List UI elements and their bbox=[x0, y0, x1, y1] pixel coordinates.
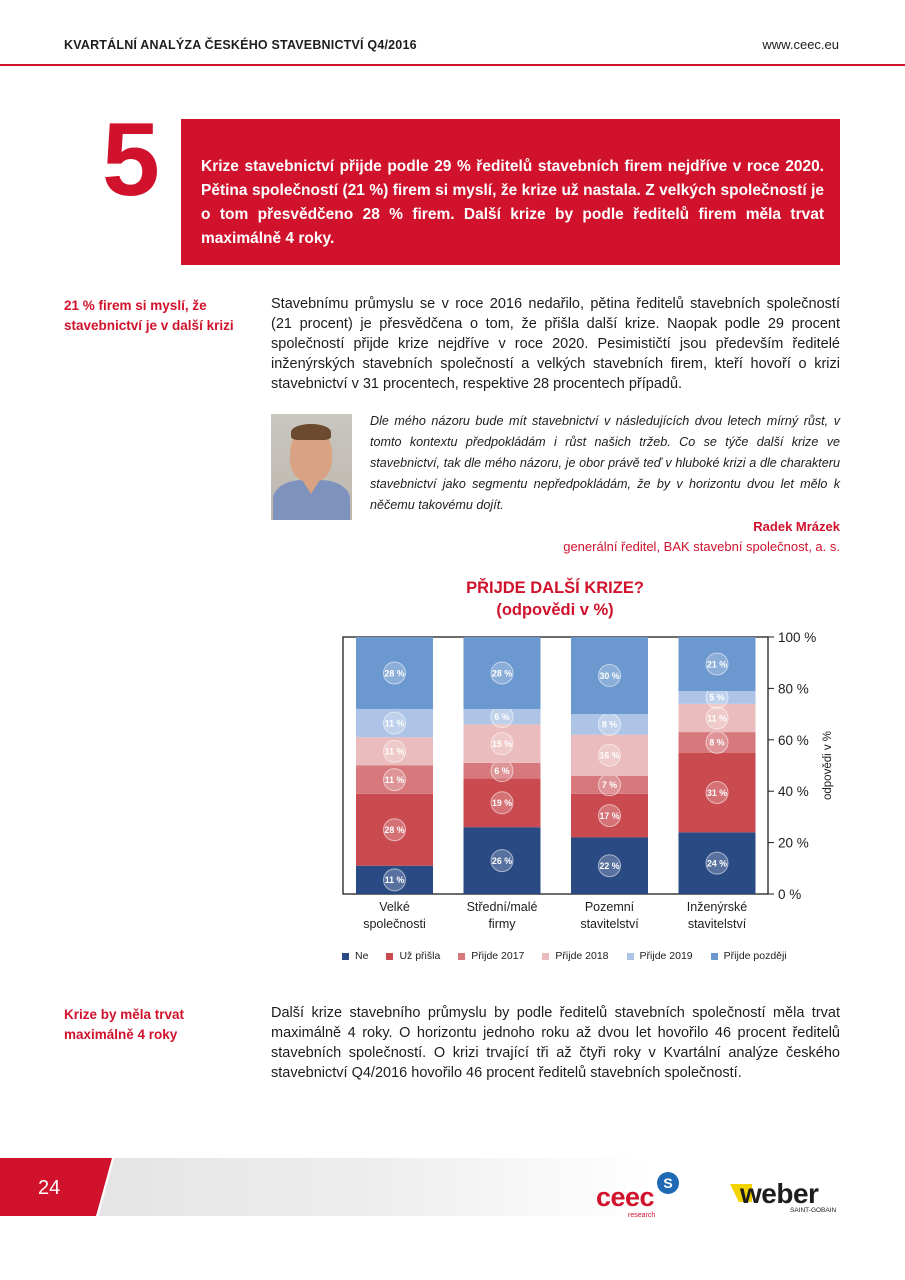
x-tick-label: stavitelství bbox=[687, 917, 747, 931]
data-label: 8 % bbox=[601, 719, 618, 730]
data-label: 11 % bbox=[707, 713, 727, 724]
section1-body: Stavebnímu průmyslu se v roce 2016 nedařilo, pětina ředitelů stavebních společností (21 procent) je přesvědčena o tom, že přišla další krize. Naopak podle 29 procent společností přijde krize nejdříve v roce 2020. Pesimističtí jsou především ředitelé inženýrských stavebních společností a velkých stavebních firem, kteří hovoří o krizi stavebnictví v 31 procentech, respektive 28 procentech případů. bbox=[271, 296, 840, 392]
data-label: 11 % bbox=[384, 718, 405, 729]
ceec-logo-subtext: research bbox=[628, 1212, 656, 1219]
data-label: 16 % bbox=[599, 750, 620, 761]
weber-logo-text: weber bbox=[740, 1178, 819, 1209]
legend-swatch bbox=[342, 953, 349, 960]
legend-label: Už přišla bbox=[399, 950, 441, 962]
data-label: 30 % bbox=[599, 670, 620, 681]
legend-item bbox=[386, 950, 440, 962]
chart-subtitle: (odpovědi v %) bbox=[496, 601, 614, 619]
legend-swatch bbox=[627, 953, 634, 960]
data-label: 31 % bbox=[706, 787, 728, 798]
legend-swatch bbox=[542, 953, 549, 960]
header-title: KVARTÁLNÍ ANALÝZA ČESKÉHO STAVEBNICTVÍ Q4/2016 bbox=[64, 38, 417, 52]
quote-author: Radek Mrázek bbox=[753, 519, 840, 534]
chart-legend bbox=[342, 950, 805, 962]
ceec-logo-text: ceec bbox=[596, 1182, 655, 1212]
ceec-logo bbox=[596, 1172, 686, 1218]
data-label: 24 % bbox=[706, 858, 728, 869]
legend-item bbox=[458, 950, 524, 962]
data-label: 11 % bbox=[384, 875, 405, 886]
data-label: 21 % bbox=[706, 659, 728, 670]
legend-item bbox=[342, 950, 368, 962]
data-label: 28 % bbox=[491, 668, 513, 679]
highlight-text: Krize stavebnictví přijde podle 29 % ředitelů stavebních firem nejdříve v roce 2020. Pětina společností (21 %) firem si myslí, že krize už nastala. Z velkých společností je o tom přesvědčeno 28 % firem. Další krize by podle ředitelů firem měla trvat maximálně 4 roky. bbox=[201, 158, 824, 247]
photo-hair bbox=[291, 424, 331, 440]
legend-item bbox=[627, 950, 693, 962]
legend-item bbox=[711, 950, 787, 962]
legend-swatch bbox=[711, 953, 718, 960]
y-tick-label: 40 % bbox=[778, 784, 809, 800]
legend-swatch bbox=[386, 953, 393, 960]
header-url[interactable]: www.ceec.eu bbox=[762, 37, 839, 52]
legend-label: Přijde 2017 bbox=[471, 950, 525, 962]
data-label: 19 % bbox=[491, 798, 513, 809]
data-label: 8 % bbox=[709, 737, 725, 748]
section-number: 5 bbox=[102, 102, 160, 218]
y-tick-label: 80 % bbox=[778, 681, 809, 697]
data-label: 28 % bbox=[384, 668, 405, 679]
data-label: 7 % bbox=[601, 780, 618, 791]
x-tick-label: Inženýrské bbox=[686, 900, 748, 914]
y-tick-label: 20 % bbox=[778, 835, 809, 851]
weber-logo-subtext: SAINT-GOBAIN bbox=[790, 1207, 837, 1214]
data-label: 5 % bbox=[709, 692, 725, 703]
y-tick-label: 100 % bbox=[778, 630, 817, 645]
y-axis-label: odpovědi v % bbox=[822, 730, 834, 801]
header-divider bbox=[0, 64, 905, 66]
legend-item bbox=[542, 950, 608, 962]
data-label: 6 % bbox=[494, 765, 510, 776]
section2-body: Další krize stavebního průmyslu by podle ředitelů stavebních společností měla trvat maximálně 4 roky. O horizontu jednoho roku až dvou let hovořilo 46 procent ředitelů stavebních společností. O krizi trvající tři až čtyři roky v Kvartální analýze českého stavebnictví Q4/2016 hovořilo 46 procent ředitelů stavebních společností. bbox=[271, 1005, 840, 1081]
data-label: 6 % bbox=[494, 711, 510, 722]
quote-role: generální ředitel, BAK stavební společnost, a. s. bbox=[563, 539, 840, 554]
legend-label: Ne bbox=[355, 950, 369, 962]
y-tick-label: 0 % bbox=[778, 887, 802, 902]
x-tick-label: Pozemní bbox=[584, 900, 635, 914]
data-label: 28 % bbox=[384, 825, 405, 836]
author-photo bbox=[271, 414, 352, 520]
legend-label: Přijde později bbox=[723, 950, 787, 962]
x-tick-label: společnosti bbox=[363, 917, 426, 931]
legend-label: Přijde 2019 bbox=[639, 950, 693, 962]
section1-side-title: 21 % firem si myslí, že stavebnictví je v další krizi bbox=[64, 298, 234, 333]
ceec-mark-icon: S bbox=[657, 1172, 679, 1194]
x-tick-label: stavitelství bbox=[580, 917, 639, 931]
data-label: 11 % bbox=[384, 746, 405, 757]
legend-swatch bbox=[458, 953, 465, 960]
data-label: 17 % bbox=[599, 810, 620, 821]
x-tick-label: Střední/malé bbox=[466, 900, 538, 914]
page-number: 24 bbox=[38, 1177, 61, 1199]
x-tick-label: firmy bbox=[488, 917, 516, 931]
data-label: 22 % bbox=[599, 861, 620, 872]
data-label: 15 % bbox=[491, 738, 513, 749]
weber-logo bbox=[730, 1180, 842, 1220]
data-label: 26 % bbox=[491, 855, 513, 866]
legend-label: Přijde 2018 bbox=[555, 950, 609, 962]
data-label: 11 % bbox=[384, 774, 405, 785]
y-tick-label: 60 % bbox=[778, 732, 809, 748]
chart-title: PŘIJDE DALŠÍ KRIZE? bbox=[466, 579, 644, 597]
x-tick-label: Velké bbox=[379, 900, 410, 914]
section2-side-title: Krize by měla trvat maximálně 4 roky bbox=[64, 1007, 185, 1042]
quote-text: Dle mého názoru bude mít stavebnictví v následujících dvou letech mírný růst, v tomto kontextu předpokládám i růst našich tržeb. Co se týče další krize ve stavebnictví, tak dle mého názoru, je obor právě teď v hluboké krizi a dle charakteru stavebnictví jako segmentu nepředpokládám, že by v horizontu dvou let mělo k něčemu takovému dojít. bbox=[370, 414, 840, 512]
highlight-box bbox=[181, 119, 840, 265]
